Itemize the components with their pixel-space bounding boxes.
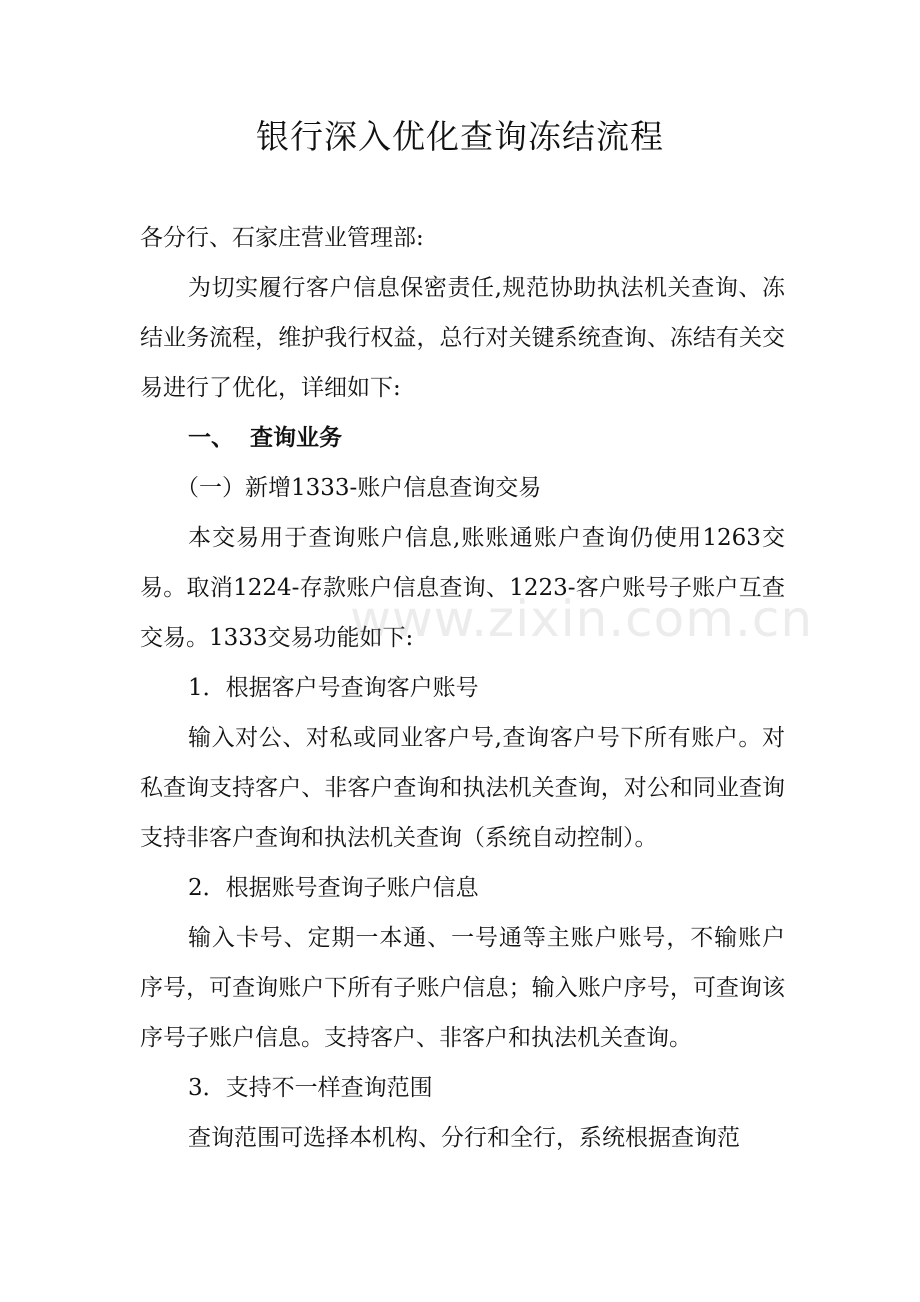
item-paragraph-1: 输入对公、对私或同业客户号,查询客户号下所有账户。对私查询支持客户、非客户查询和执法机关查询，对公和同业查询支持非客户查询和执法机关查询（系统自动控制）。 bbox=[140, 725, 785, 851]
section-title: 查询业务 bbox=[250, 425, 342, 451]
item-heading-3: 3．支持不一样查询范围 bbox=[188, 1075, 433, 1101]
intro-paragraph: 为切实履行客户信息保密责任,规范协助执法机关查询、冻结业务流程，维护我行权益，总行对关键系统查询、冻结有关交易进行了优化，详细如下: bbox=[140, 275, 785, 401]
item-heading-2: 2．根据账号查询子账户信息 bbox=[188, 875, 479, 901]
watermark: www.zixin.com.cn bbox=[350, 590, 814, 648]
section-number: 一、 bbox=[188, 425, 234, 451]
salutation: 各分行、石家庄营业管理部: bbox=[140, 225, 424, 251]
subsection-heading: （一）新增1333-账户信息查询交易 bbox=[176, 475, 542, 501]
document-title: 银行深入优化查询冻结流程 bbox=[256, 117, 664, 156]
item-paragraph-2: 输入卡号、定期一本通、一号通等主账户账号，不输账户序号，可查询账户下所有子账户信息；输入账户序号，可查询该序号子账户信息。支持客户、非客户和执法机关查询。 bbox=[140, 925, 785, 1051]
item-heading-1: 1．根据客户号查询客户账号 bbox=[188, 675, 479, 701]
item-paragraph-3: 查询范围可选择本机构、分行和全行，系统根据查询范 bbox=[188, 1125, 740, 1151]
subsection-paragraph: 本交易用于查询账户信息,账账通账户查询仍使用1263交易。取消1224-存款账户信息查询、1223-客户账号子账户互查交易。1333交易功能如下: bbox=[140, 525, 785, 651]
section-heading-query bbox=[140, 413, 785, 463]
document-body bbox=[140, 213, 785, 1163]
